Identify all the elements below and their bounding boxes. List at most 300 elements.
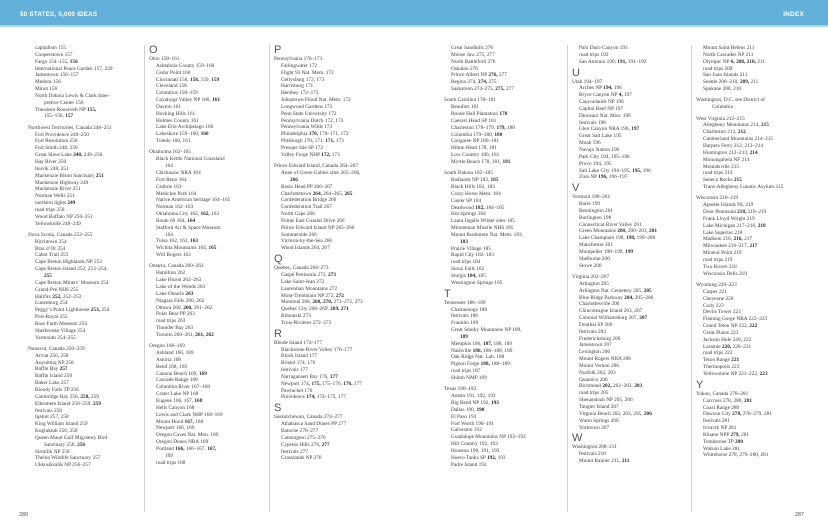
index-sub-entry: Austin 191, 192, 193 [451, 393, 496, 400]
index-sub-entry: Philadelphia 170, 170–171, 173 [281, 131, 349, 138]
index-sub-entry: Shiloh NMP 189 [451, 374, 487, 381]
index-sub-entry: Milwaukee 216–217, 217 [703, 243, 758, 250]
index-sub-entry: Rapid City 182–183 [451, 252, 494, 259]
index-sub-entry: Moose Jaw 275, 277 [451, 51, 495, 58]
index-sub-entry: road trips 184 [451, 259, 481, 266]
index-sub-entry: 164 [165, 163, 173, 170]
index-sub-entry: Harpers Ferry 212, 213–214 [703, 142, 764, 149]
index-sub-entry: Douthat SP 206 [579, 321, 613, 328]
index-main-entry: Washington 208–211 [572, 444, 617, 451]
index-sub-entry: Native American heritage 164–165 [156, 197, 231, 204]
index-main-entry: South Carolina 178–181 [444, 97, 496, 104]
index-sub-entry: Lexington 206 [579, 349, 611, 356]
index-sub-entry: Oak Ridge Nat. Lab. 188 [451, 354, 505, 361]
section-letter: U [572, 66, 580, 79]
index-sub-entry: Niagara Falls 260, 262 [156, 297, 205, 304]
index-sub-entry: North Cape 266 [281, 211, 315, 218]
index-sub-entry: Cape Breton Miners’ Museum 254 [35, 279, 109, 286]
index-sub-entry: Columbus 158–159 [156, 90, 198, 97]
index-sub-entry: Monongahela NF 214 [703, 156, 750, 163]
index-sub-entry: Cleveland 158 [156, 83, 187, 90]
index-sub-entry: Baffin Bay 257 [35, 366, 68, 373]
index-sub-entry: Mineral Point 219 [703, 250, 742, 257]
index-sub-entry: Inuvik 248, 251 [35, 165, 69, 172]
index-sub-entry: Ukkusiksalik NP 256–257 [35, 462, 91, 469]
index-sub-entry: Newport 166, 169 [156, 425, 195, 432]
index-sub-entry: Lakeshore 159–160, 160 [156, 131, 209, 138]
section-letter: W [572, 432, 583, 445]
index-sub-entry: Zion NP 196, 196–197 [579, 174, 628, 181]
index-sub-entry: 266 [290, 176, 298, 183]
header-band [0, 0, 828, 27]
index-sub-entry: Laura Ingalls Wilder sites 185 [451, 218, 515, 225]
index-sub-entry: Mackenzie River 251 [35, 186, 81, 193]
index-sub-entry: Ellesmere Island 258–259, 259 [35, 400, 101, 407]
index-sub-entry: Confederation Bridge 266 [281, 197, 337, 204]
index-sub-entry: Ross Farm Museum 254 [35, 320, 87, 327]
index-main-entry: Virginia 202–207 [572, 273, 610, 280]
index-sub-entry: San Juan Islands 211 [703, 72, 748, 79]
index-sub-entry: Pennsylvania Wilds 173 [281, 124, 333, 131]
index-sub-entry: Great Plains 223 [703, 329, 739, 336]
index-sub-entry: pretive Center 156 [44, 99, 84, 106]
index-sub-entry: Lake Superior 218 [703, 229, 743, 236]
index-sub-entry: Laurentian Mountains 272 [281, 285, 338, 292]
index-sub-entry: Wessington Springs 185 [451, 279, 503, 286]
index-sub-entry: Kugluktuk 256, 258 [35, 428, 78, 435]
index-sub-entry: Whitehorse 278, 279–280, 281 [703, 452, 769, 459]
index-sub-entry: Confederation Trail 267 [281, 204, 332, 211]
section-letter: V [572, 182, 580, 195]
index-sub-entry: Crater Lake NP 168 [156, 391, 199, 398]
index-sub-entry: Grand Teton NP 222, 222 [703, 323, 758, 330]
index-sub-entry: Victoria-by-the-Sea 266 [281, 238, 333, 245]
index-sub-entry: Apostle Islands NL 219 [703, 202, 754, 209]
index-sub-entry: road trips 219 [703, 256, 733, 263]
index-sub-entry: Great Salt Lake 195 [579, 133, 622, 140]
index-sub-entry: Palo Duro Canyon 193 [579, 45, 628, 51]
index-sub-entry: Manchester 201 [579, 242, 613, 249]
index-sub-entry: Oskaloo 276 [451, 65, 478, 72]
index-sub-entry: Oregon Dunes NRA 169 [156, 439, 209, 446]
index-sub-entry: Mount Hood 167, 168 [156, 418, 204, 425]
index-sub-entry: Holmes County 161 [156, 117, 199, 124]
index-sub-entry: Hill Country 192, 193 [451, 441, 498, 448]
index-sub-entry: North Battleford 276 [451, 58, 496, 65]
index-sub-entry: festivals 203 [579, 328, 606, 335]
index-sub-entry: Norfolk 202, 203 [579, 369, 616, 376]
index-sub-entry: Beaufort 181 [451, 104, 479, 111]
index-sub-entry: Ottawa 260, 260, 261–262 [156, 304, 213, 311]
index-sub-entry: Eugene 166, 167, 168 [156, 398, 203, 404]
index-sub-entry: road trips 222 [703, 350, 733, 357]
index-sub-entry: Prairie Village 185 [451, 245, 491, 252]
index-sub-entry: Virginia Beach 202, 203, 205, 206 [579, 410, 652, 417]
index-sub-entry: Providence 174, 174–175, 177 [281, 394, 346, 401]
index-sub-entry: San Antonio 190, 191, 191–192 [579, 58, 647, 65]
index-sub-entry: Glen Canyon NRA 196, 197 [579, 126, 640, 133]
index-sub-entry: Charlottesville 206 [579, 301, 620, 308]
index-main-entry: South Dakota 182–185 [444, 170, 493, 177]
index-sub-entry: Port-Royal 255 [35, 314, 68, 321]
index-sub-entry: Prince Albert NP 276, 277 [451, 72, 507, 79]
index-sub-entry: Yorktown 207 [579, 424, 610, 431]
index-sub-entry: Barre 199 [579, 201, 601, 208]
index-sub-entry: Lake Champlain 198, 198, 199–200 [579, 235, 656, 242]
index-sub-entry: Casper 221 [703, 288, 727, 295]
index-sub-entry: Allegheny Mountains 214, 215 [703, 122, 769, 129]
index-sub-entry: Cooperstown 157 [35, 51, 73, 58]
index-sub-entry: Mount Rogers NRA 206 [579, 356, 631, 363]
index-sub-entry: Astoria 168 [156, 356, 181, 363]
index-sub-entry: Pittsburgh 170, 171, 171, 173 [281, 138, 344, 145]
left-page [0, 27, 414, 530]
index-sub-entry: Arches NP 194, 196 [579, 85, 622, 92]
index-main-entry: Northwest Territories, Canada 248–251 [28, 124, 112, 131]
index-sub-entry: Longwood Gardens 173 [281, 103, 333, 110]
index-main-entry: Wyoming 220–223 [696, 282, 737, 288]
index-sub-entry: Connecticut River Valley 201 [579, 221, 642, 228]
index-sub-entry: Columbia 179–180, 180 [451, 131, 503, 138]
index-sub-entry: Montpelier 198–199, 199 [579, 248, 634, 255]
index-sub-entry: Stafford Air & Space Museum [156, 224, 221, 231]
index-sub-entry: Tombstone TP 280 [703, 438, 743, 445]
index-sub-entry: road trips 214 [703, 170, 733, 177]
index-sub-entry: Mount Saint Helens 211 [703, 45, 755, 51]
index-sub-entry: Bras d’Or 254 [35, 245, 66, 252]
index-column-3 [269, 45, 395, 512]
index-sub-entry: Cape Breton Island 252, 253–254, [35, 266, 108, 273]
index-sub-entry: Fort Worth 190–191 [451, 420, 495, 427]
index-column-2 [144, 45, 261, 512]
index-sub-entry: Lake of the Woods 263 [156, 284, 206, 290]
index-sub-entry: Dinosaur Nat. Mon. 196 [579, 112, 631, 119]
index-sub-entry: Big Bend NP 192, 193 [451, 400, 499, 406]
index-sub-entry: Warm Springs 206 [579, 417, 619, 424]
index-sub-entry: Padre Island 192 [451, 461, 487, 468]
index-sub-entry: El Paso 193 [451, 413, 477, 420]
index-main-entry: Saskatchewan, Canada 274–277 [274, 414, 343, 421]
index-sub-entry: Navajo Nation 196 [579, 146, 620, 153]
index-sub-entry: Charlottetown 264, 264–265, 265 [281, 190, 353, 197]
index-sub-entry: Penn State University 172 [281, 110, 337, 117]
running-head-book-title: 50 STATES, 5,000 IDEAS [20, 11, 98, 18]
index-sub-entry: Cedar Point 160 [156, 69, 191, 76]
index-sub-entry: Great Sandhills 276 [451, 45, 494, 51]
section-letter: Y [696, 378, 704, 391]
index-sub-entry: Low Country 180, 181 [451, 152, 500, 159]
index-sub-entry: festivals 188 [451, 313, 478, 320]
index-sub-entry: Route 66 164, 164 [156, 217, 196, 224]
index-sub-entry: Chattanooga 188 [451, 306, 488, 313]
index-sub-entry: Frank Lloyd Wright 219 [703, 215, 755, 222]
index-sub-entry: Bennington 201 [579, 207, 613, 214]
index-sub-entry: Mackenzie Highway 249 [35, 179, 89, 186]
index-sub-entry: Pigeon Forge 188, 188–189 [451, 361, 510, 368]
index-main-entry: Tennessee 186–189 [444, 299, 486, 306]
index-sub-entry: Cannington 275–276 [281, 434, 326, 441]
index-sub-entry: Gettysburg 172, 173 [281, 76, 325, 83]
index-sub-entry: Block Island 177 [281, 353, 318, 360]
index-sub-entry: Park City 194, 195–196 [579, 153, 630, 160]
index-main-entry: Nunavut, Canada 256–259 [28, 345, 85, 352]
index-sub-entry: Will Rogers 163 [156, 252, 191, 259]
index-main-entry: Prince Edward Island, Canada 264–267 [274, 163, 358, 170]
index-sub-entry: Auyuittuq NP 258 [35, 359, 74, 366]
index-sub-entry: Rimouski 273 [281, 313, 311, 320]
index-sub-entry: Black Hills 182, 183 [451, 184, 495, 191]
index-sub-entry: Cincinnati 158, 158, 159, 159 [156, 76, 220, 83]
index-sub-entry: Kluane NPP 279, 281 [703, 431, 750, 438]
index-sub-entry: Coast Range 280 [703, 404, 740, 411]
index-sub-entry: Caesars Head SP 181 [451, 117, 497, 124]
index-sub-entry: Jackson Hole 220, 222 [703, 336, 752, 343]
index-sub-entry: Mount Vernon 206 [579, 362, 619, 369]
index-sub-entry: Toledo 160, 161 [156, 138, 191, 145]
index-sub-entry: Newport 174, 175, 175–176, 176, 177 [281, 380, 362, 387]
index-main-entry: Ontario, Canada 260–263 [149, 263, 204, 270]
index-sub-entry: 169 [165, 452, 173, 459]
index-sub-entry: Colonial Williamsburg 207, 207 [579, 315, 648, 322]
index-sub-entry: Minuteman Missile NHS 185 [451, 225, 514, 232]
index-sub-entry: Salt Lake City 194–195, 195, 196 [579, 167, 651, 174]
index-sub-entry: Cuyahoga Valley NP 160, 161 [156, 97, 221, 104]
index-sub-entry: 155–156, 157 [44, 113, 74, 120]
index-sub-entry: Laramie 220, 220–221 [703, 343, 752, 350]
index-sub-entry: Fallingwater 172 [281, 62, 318, 69]
index-sub-entry: International Peace Garden 157, 239 [35, 65, 113, 72]
index-sub-entry: Great Slave Lake 248, 249–250 [35, 152, 103, 159]
index-sub-entry: Guadalupe Mountains NP 192–193 [451, 434, 526, 441]
index-sub-entry: Richmond 202, 202–203, 203 [579, 383, 643, 390]
index-sub-entry: Queen Maud Gulf Migratory Bird [35, 434, 108, 441]
index-sub-entry: Points East Coastal Drive 266 [281, 217, 345, 224]
index-sub-entry: Boone Hall Plantation 178 [451, 111, 508, 118]
index-sub-entry: Bend 168, 169 [156, 363, 188, 370]
index-sub-entry: Fargo 154–155, 156 [35, 58, 78, 65]
index-sub-entry: festivals 281 [703, 418, 730, 425]
index-sub-entry: Pawtucket 176 [281, 387, 313, 394]
index-sub-entry: Fort Providence 249–250 [35, 131, 89, 138]
index-sub-entry: festivals 196 [579, 119, 606, 126]
index-sub-entry: Medicine Park 164 [156, 190, 197, 197]
index-sub-entry: Iqaluit 257, 258 [35, 414, 69, 421]
index-main-entry: Texas 190–193 [444, 386, 477, 393]
index-main-entry: West Virginia 212–215 [696, 115, 745, 122]
index-sub-entry: Cannon Beach 169, 169 [156, 370, 207, 377]
index-sub-entry: Bristol 174, 176 [281, 360, 316, 367]
index-sub-entry: Tulsa 162, 163, 163 [156, 238, 199, 245]
index-column-1 [28, 45, 136, 512]
index-sub-entry: Two Rivers 218 [703, 263, 737, 270]
index-sub-entry: Quebec City 268–269, 269, 271 [281, 306, 349, 313]
right-page [414, 27, 828, 530]
index-sub-entry: Trans-Allegheny Lunatic Asylum 215 [703, 184, 784, 191]
index-main-entry: Oklahoma 162–165 [149, 149, 191, 156]
index-sub-entry: Toronto 260–261, 261, 262 [156, 331, 214, 338]
index-sub-entry: Moundsville 215 [703, 163, 740, 170]
index-sub-entry: Pennsylvania Dutch 172, 173 [281, 117, 344, 124]
index-sub-entry: Lake Huron 262–263 [156, 277, 202, 284]
index-sub-entry: Olympic NP 6, 208, 210, 211 [703, 58, 766, 65]
index-sub-entry: King William Island 259 [35, 421, 88, 428]
index-sub-entry: 255 [44, 273, 52, 279]
index-sub-entry: Cumberland Mountains 214–215 [703, 136, 774, 143]
section-letter: T [444, 287, 451, 300]
index-sub-entry: Summerside 266 [281, 231, 317, 238]
index-column-4 [444, 45, 561, 512]
index-sub-entry: Shenandoah NP 205, 206 [579, 397, 633, 404]
index-sub-entry: Cascade Range 168 [156, 377, 198, 384]
index-sub-entry: festivals 210 [579, 451, 606, 458]
index-sub-entry: Chickasaw NRA 164 [156, 170, 201, 176]
index-sub-entry: Johnstown Flood Nat. Mem. 172 [281, 97, 351, 104]
index-sub-entry: Charleston 212, 212 [703, 129, 746, 136]
index-sub-entry: Yarmouth 254–255 [35, 334, 76, 341]
index-sub-entry: Thelon Wildlife Sanctuary 257 [35, 455, 101, 462]
index-sub-entry: Mount Rushmore Nat. Mem. 183, [451, 231, 523, 238]
index-sub-entry: road trips 263 [156, 318, 186, 325]
index-sub-entry: Thunder Bay 263 [156, 325, 194, 332]
index-sub-entry: North Dakota Lewis & Clark Inter- [35, 92, 110, 99]
index-sub-entry: Provo 194, 195 [579, 160, 612, 167]
index-sub-entry: Burlington 198 [579, 214, 612, 221]
index-main-entry: Washington, D.C. see District of [696, 97, 765, 104]
index-sub-entry: Dawson City 278, 278–279, 281 [703, 411, 772, 418]
index-sub-entry: Gaspé Peninsula 273, 273 [281, 271, 337, 278]
index-sub-entry: festivals 258 [35, 407, 62, 414]
index-sub-entry: Black Kettle National Grassland [156, 156, 225, 163]
index-sub-entry: Grand-Pré NHS 255 [35, 286, 79, 293]
section-letter: R [274, 327, 282, 340]
index-sub-entry: Dallas 190, 190 [451, 406, 485, 413]
index-sub-entry: Arviat 256, 258 [35, 352, 69, 359]
index-sub-entry: Hells Canyon 168 [156, 404, 195, 411]
index-sub-entry: Custer SP 184 [451, 197, 482, 204]
index-sub-entry: Lunenburg 254 [35, 300, 68, 307]
index-sub-entry: Fredericksburg 206 [579, 335, 621, 342]
index-sub-entry: road trips 205 [579, 390, 609, 397]
index-sub-entry: northern lights 249 [35, 200, 76, 207]
index-sub-entry: Myrtle Beach 178, 181, 181 [451, 159, 511, 165]
index-sub-entry: Harrisburg 171 [281, 83, 314, 90]
index-main-entry: Rhode Island 174–177 [274, 339, 322, 346]
index-sub-entry: Tangier Island 207 [579, 404, 619, 410]
index-sub-entry: Blue Ridge Parkway 204, 205–206 [579, 294, 654, 301]
index-sub-entry: Grasslands NP 276 [281, 455, 322, 462]
index-sub-entry: Oregon Caves Nat. Mon. 169 [156, 432, 219, 439]
index-sub-entry: Crazy Horse Mem. 184 [451, 190, 501, 197]
index-sub-entry: Lewis and Clark NHP 168–169 [156, 411, 223, 418]
index-sub-entry: Regina 274, 274, 275 [451, 79, 497, 86]
index-sub-entry: Guthrie 163 [156, 183, 182, 190]
index-main-entry: Oregon 166–169 [149, 343, 185, 350]
index-sub-entry: Door Peninsula 218, 218–219 [703, 209, 767, 216]
index-sub-entry: Columbia River 167–168 [156, 384, 210, 391]
index-sub-entry: Yellowknife 248–249 [35, 220, 81, 227]
index-sub-entry: Congaree NP 180–181 [451, 138, 500, 145]
index-sub-entry: Chincoteague Island 203, 207 [579, 308, 643, 315]
index-main-entry: Pennsylvania 170–173 [274, 56, 323, 62]
index-sub-entry: Jamestown 207 [579, 342, 612, 349]
index-sub-entry: Cape Breton Highlands NP 253 [35, 259, 102, 266]
index-sub-entry: Hay River 250 [35, 159, 67, 165]
index-sub-entry: Wood Buffalo NP 250–251 [35, 213, 93, 220]
index-sub-entry: road trips 250 [35, 206, 65, 213]
index-sub-entry: Sirmilik NP 258 [35, 448, 70, 455]
index-sub-entry: Theodore Roosevelt NP 155, [35, 106, 97, 113]
index-sub-entry: Deadwood 182, 184–185 [451, 204, 505, 211]
index-sub-entry: Lake Ontario 263 [156, 290, 194, 297]
index-sub-entry: Memphis 186, 187, 188, 189 [451, 340, 513, 347]
index-sub-entry: Ashtabula County 159–160 [156, 62, 215, 69]
index-sub-entry: Lake Saint-Jean 272 [281, 278, 325, 285]
index-sub-entry: Mount Rainier 211, 211 [579, 458, 630, 465]
index-sub-entry: Spokane 208, 210 [703, 86, 742, 93]
index-sub-entry: Hocking Hills 161 [156, 110, 196, 117]
index-sub-entry: road trips 192 [579, 51, 609, 58]
index-sub-entry: Arlington 205 [579, 280, 609, 287]
index-sub-entry: Stowe 200 [579, 262, 602, 269]
index-sub-entry: road trips 168 [156, 459, 186, 466]
index-sub-entry: Yellowstone NP 221–222, 223 [703, 370, 768, 377]
index-sub-entry: Sherbrooke Village 254 [35, 327, 86, 334]
index-column-5 [567, 45, 684, 512]
index-sub-entry: Dayton 161 [156, 103, 181, 110]
page-number-right: 287 [794, 512, 804, 518]
index-main-entry: Quebec, Canada 268–273 [274, 265, 329, 272]
index-sub-entry: Capitol Reef NP 197 [579, 105, 624, 112]
index-main-entry: Yukon, Canada 278–281 [696, 390, 749, 397]
index-sub-entry: Great Smoky Mountains NP 189, [451, 327, 522, 334]
index-sub-entry: Hueco Tanks SP 192, 193 [451, 454, 506, 461]
section-letter: Q [274, 253, 283, 266]
index-sub-entry: Valley Forge NHP 172, 173 [281, 151, 340, 158]
section-letter: O [149, 44, 158, 56]
index-sub-entry: Shelburne 200 [579, 255, 610, 262]
index-sub-entry: Lake Erie Archipelago 160 [156, 124, 214, 131]
index-sub-entry: Fort Smith 248, 250 [35, 145, 78, 152]
index-sub-entry: Mont-Tremblant NP 272, 272 [281, 292, 344, 299]
index-sub-entry: Medora 156 [35, 79, 61, 86]
index-sub-entry: Trois-Rivières 272–273 [281, 319, 332, 326]
index-sub-entry: Jamestown 156–157 [35, 72, 79, 79]
index-sub-entry: Ivvavik NP 281 [703, 425, 737, 432]
index-sub-entry: Mackenzie Bison Sanctuary 251 [35, 172, 104, 179]
index-sub-entry: Oklahoma City 162, 162, 163 [156, 211, 219, 218]
index-sub-entry: festivals 277 [281, 448, 308, 455]
section-letter: P [274, 44, 282, 56]
index-sub-entry: Flight 93 Nat. Mem. 172 [281, 69, 334, 76]
index-sub-entry: Fort Resolution 250 [35, 138, 78, 145]
running-head-section-title: INDEX [783, 11, 804, 18]
index-sub-entry: Cheyenne 220 [703, 295, 734, 302]
page-number-left: 280 [19, 512, 29, 518]
index-sub-entry: Saskatoon 274–275, 275, 277 [451, 86, 514, 93]
index-sub-entry: Athabasca Sand Dunes PP 277 [281, 421, 347, 428]
index-sub-entry: Cabot Trail 253 [35, 252, 69, 259]
index-sub-entry: Wisconsin Dells 219 [703, 270, 747, 277]
index-sub-entry: road trips 187 [451, 368, 481, 375]
index-sub-entry: Polar Bear PP 263 [156, 311, 195, 318]
index-sub-entry: Cody 223 [703, 302, 724, 309]
index-sub-entry: Sanctuary 256, 256 [44, 441, 86, 448]
index-main-entry: Wisconsin 216–219 [696, 195, 739, 202]
index-main-entry: Ohio 158–161 [149, 56, 180, 62]
index-main-entry: Vermont 198–201 [572, 194, 611, 201]
index-sub-entry: Bryce Canyon NP 4, 197 [579, 92, 632, 99]
index-sub-entry: Prince Edward Island NP 265–266 [281, 224, 355, 231]
